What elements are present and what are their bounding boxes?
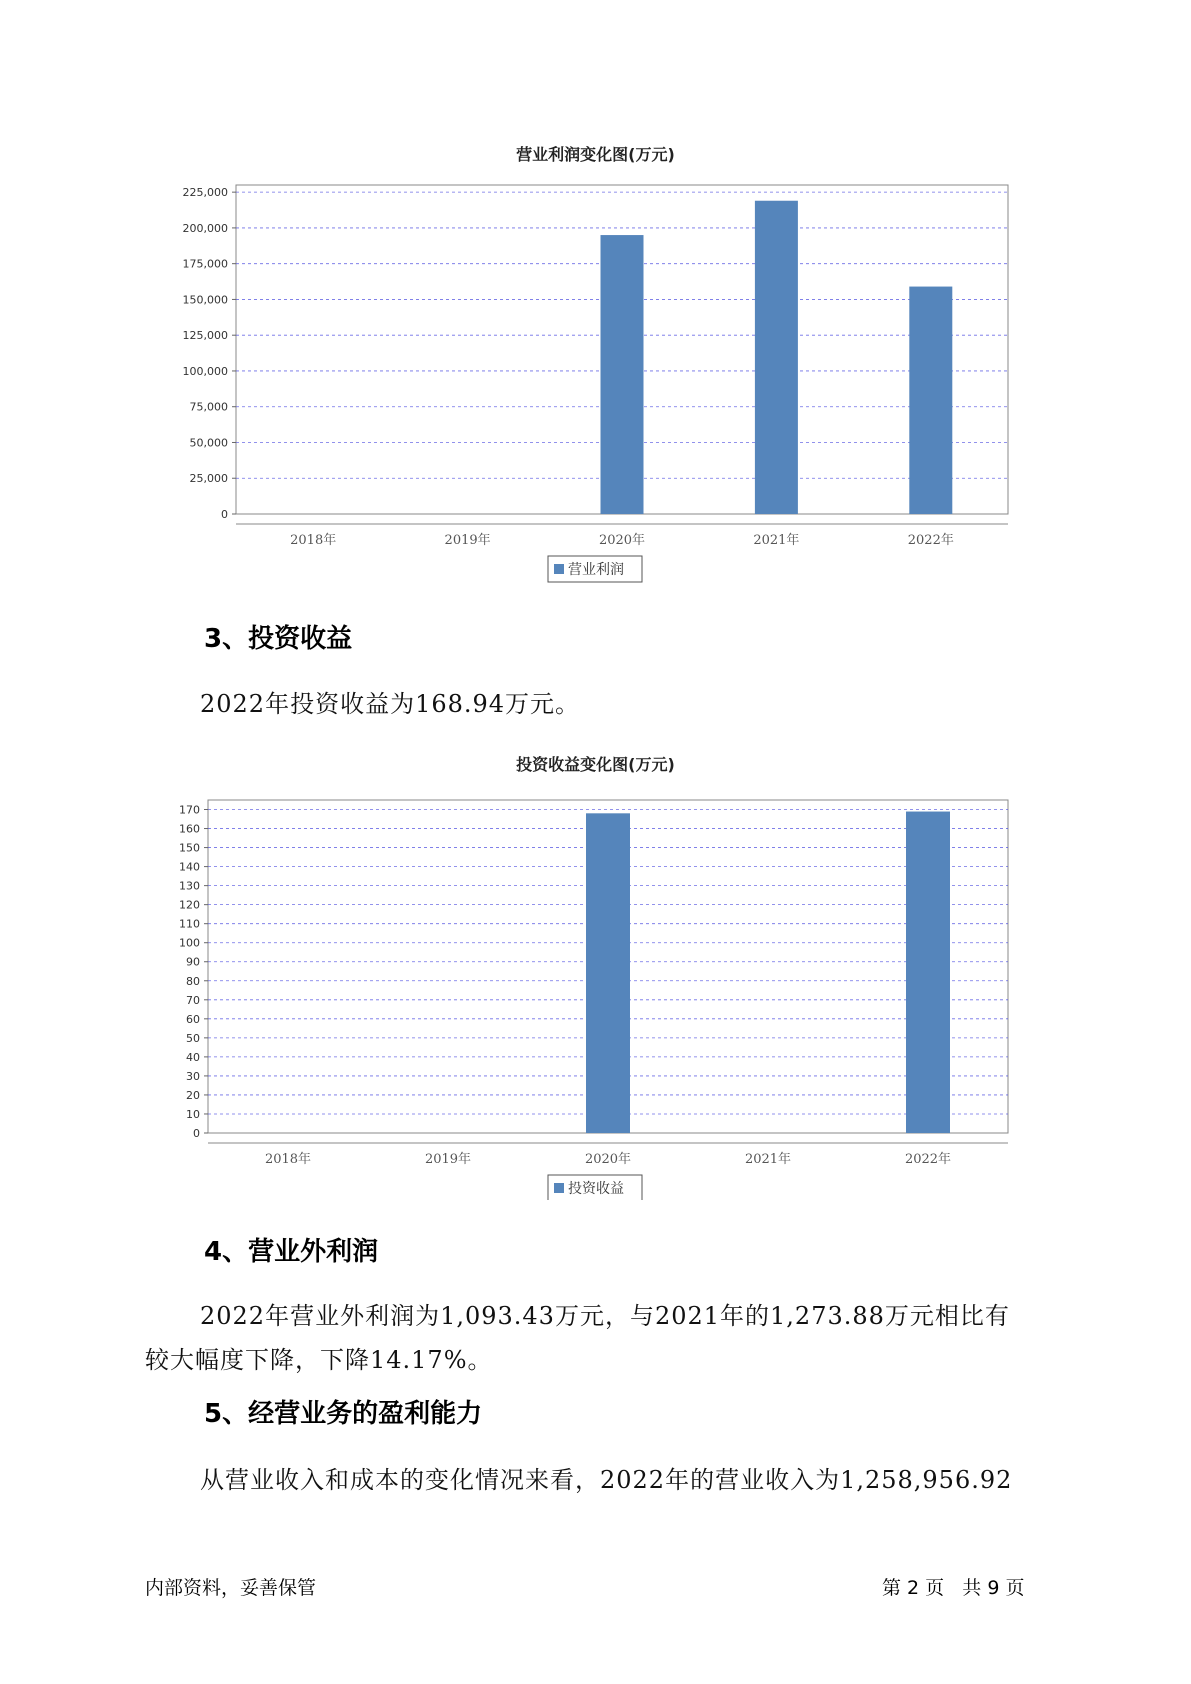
y-tick-label: 200,000 [182,221,228,235]
y-tick-label: 25,000 [189,472,228,486]
y-tick-label: 0 [193,1127,200,1140]
y-tick-label: 160 [179,822,200,836]
y-tick-label: 40 [186,1050,200,1064]
y-tick-label: 100,000 [182,364,228,378]
footer-page-number: 第 2 页 共 9 页 [882,1577,1025,1599]
y-tick-label: 20 [186,1088,200,1102]
bar [601,235,644,514]
x-category-label: 2020年 [584,1152,632,1167]
x-category-label: 2020年 [598,533,646,548]
x-category-label: 2018年 [290,533,337,548]
y-tick-label: 130 [179,879,200,893]
y-tick-label: 110 [179,917,200,931]
y-tick-label: 100 [179,936,200,950]
investment-income-chart [0,770,1191,1200]
y-tick-label: 60 [186,1012,200,1026]
chart2-title: 投资收益变化图(万元) [516,755,675,774]
bar [906,812,950,1133]
y-tick-label: 10 [186,1107,200,1121]
bar [586,813,630,1133]
x-category-label: 2019年 [444,533,491,548]
footer-left: 内部资料，妥善保管 [145,1577,317,1599]
section4-text-line1: 2022年营业外利润为1,093.43万元，与2021年的1,273.88万元相比有 [200,1302,1010,1330]
section3-heading: 3、投资收益 [204,624,353,654]
y-tick-label: 50,000 [189,436,228,450]
y-tick-label: 30 [186,1069,200,1083]
bar [909,287,952,514]
section5-heading: 5、经营业务的盈利能力 [204,1399,483,1429]
section4-heading: 4、营业外利润 [204,1237,379,1267]
y-tick-label: 175,000 [182,257,228,271]
legend-label: 营业利润 [568,562,624,578]
operating-profit-chart [0,160,1191,590]
legend-label: 投资收益 [568,1181,624,1197]
y-tick-label: 0 [221,508,228,521]
y-tick-label: 125,000 [182,329,228,343]
section3-text: 2022年投资收益为168.94万元。 [200,690,581,718]
y-tick-label: 150 [179,841,200,855]
legend-swatch [554,564,564,574]
x-category-label: 2021年 [753,533,800,548]
legend-swatch [554,1183,564,1193]
section4-text-line2: 较大幅度下降，下降14.17%。 [145,1346,493,1374]
x-category-label: 2019年 [424,1152,472,1167]
y-tick-label: 170 [179,803,200,817]
y-tick-label: 70 [186,993,200,1007]
chart1-title: 营业利润变化图(万元) [516,145,675,164]
y-tick-label: 90 [186,955,200,969]
x-category-label: 2022年 [907,533,954,548]
y-tick-label: 225,000 [182,186,228,200]
y-tick-label: 140 [179,860,200,874]
x-category-label: 2018年 [264,1152,312,1167]
y-tick-label: 75,000 [189,400,228,414]
bar [755,201,798,514]
x-category-label: 2021年 [744,1152,792,1167]
x-category-label: 2022年 [904,1152,952,1167]
y-tick-label: 80 [186,974,200,988]
y-tick-label: 50 [186,1031,200,1045]
y-tick-label: 120 [179,898,200,912]
y-tick-label: 150,000 [182,293,228,307]
section5-text-line1: 从营业收入和成本的变化情况来看，2022年的营业收入为1,258,956.92 [200,1466,1013,1494]
